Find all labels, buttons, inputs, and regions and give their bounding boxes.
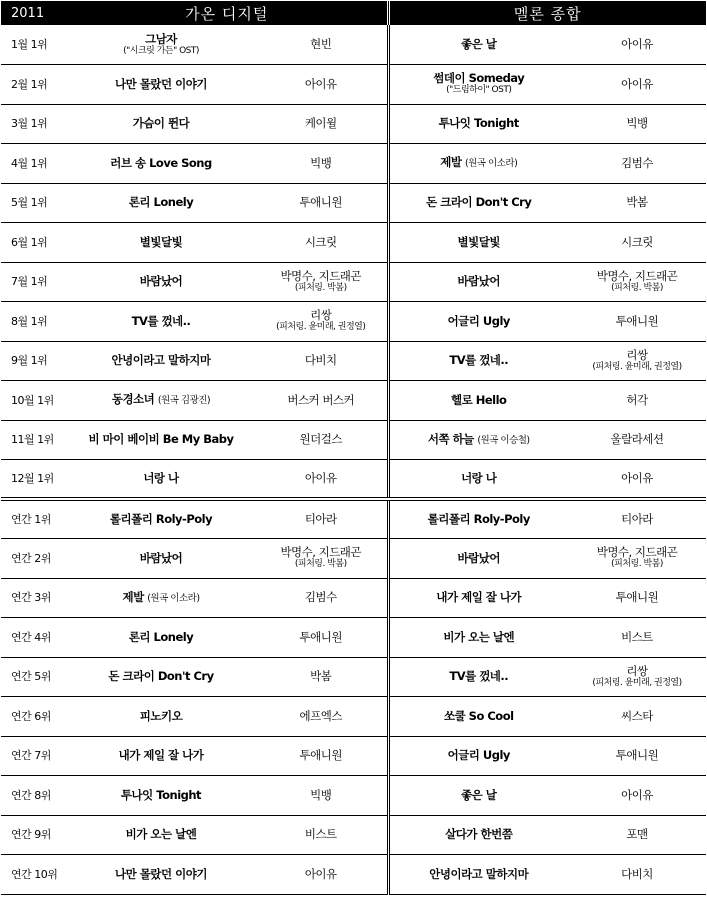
gaon-artist-cell [255,144,388,184]
gaon-artist-name: 투애니원 [299,748,342,763]
melon-artist-cell [568,144,706,184]
gaon-artist-cell [255,736,388,776]
melon-artist-cell [568,815,706,855]
gaon-artist-name: 빅뱅 [310,155,332,170]
gaon-artist-cell [255,302,388,342]
gaon-artist-cell [255,499,388,539]
gaon-song-cell [67,499,255,539]
gaon-artist-cell [255,420,388,460]
year-header: 2011 [1,1,67,25]
gaon-song-cell [67,65,255,105]
melon-artist-name: 박명수, 지드래곤 [596,545,678,560]
gaon-song-title: 바람났어 [139,550,183,565]
melon-song-subtitle: ("드림하이" OST) [446,85,512,96]
gaon-song-title: 동경소녀 [111,392,155,407]
melon-artist-name: 티아라 [621,512,653,526]
chart-table [1,1,706,895]
monthly-row [1,262,706,302]
melon-header: 멜론 종합 [388,1,706,25]
gaon-artist-featuring: (피처링. 박봄) [294,282,347,293]
melon-song-cell [388,144,568,184]
yearly-row [1,855,706,895]
melon-song-title: 서쪽 하늘 [427,431,474,446]
yearly-row [1,499,706,539]
melon-artist-cell [568,104,706,144]
gaon-song-cell [67,578,255,618]
gaon-artist-featuring: (피처링. 윤미래, 권정열) [276,322,366,333]
melon-song-title: 썸데이 Someday [433,71,525,86]
melon-song-title: 어글리 Ugly [447,748,510,763]
melon-artist-name: 다비치 [621,866,653,881]
gaon-artist-name: 리쌍 [310,308,332,323]
monthly-row [1,420,706,460]
gaon-header: 가온 디지털 [67,1,388,25]
melon-song-cell [388,776,568,816]
melon-artist-cell [568,697,706,737]
melon-artist-cell [568,223,706,263]
rank-cell: 연간 9위 [1,815,67,855]
rank-cell: 10월 1위 [1,381,67,421]
gaon-song-title: 론리 Lonely [128,629,194,644]
gaon-artist-cell [255,815,388,855]
yearly-row [1,657,706,697]
gaon-song-cell [67,539,255,579]
monthly-row [1,302,706,342]
melon-artist-featuring: (피처링. 박봄) [611,559,663,570]
melon-artist-cell [568,855,706,895]
gaon-song-cell [67,341,255,381]
melon-song-original-credit: (원곡 이승철) [477,434,530,446]
gaon-artist-name: 빅뱅 [310,787,332,802]
monthly-row [1,65,706,105]
melon-artist-name: 시크릿 [621,234,653,249]
melon-song-title: TV를 껐네.. [449,353,509,368]
melon-artist-name: 박봄 [626,195,648,210]
melon-artist-name: 씨스타 [621,708,653,723]
gaon-song-title: 가슴이 뛴다 [132,116,190,131]
monthly-row [1,341,706,381]
gaon-artist-name: 원더걸스 [299,432,342,447]
gaon-song-title: 비 마이 베이비 Be My Baby [88,432,234,447]
melon-artist-cell [568,420,706,460]
rank-cell: 8월 1위 [1,302,67,342]
gaon-song-title: 너랑 나 [143,471,179,485]
melon-song-cell [388,104,568,144]
melon-artist-name: 김범수 [621,155,653,170]
gaon-song-title: 투나잇 Tonight [120,787,202,802]
gaon-song-title: 내가 제일 잘 나가 [118,748,204,763]
melon-song-cell [388,223,568,263]
melon-song-cell [388,183,568,223]
melon-artist-cell [568,65,706,105]
melon-song-title: 내가 제일 잘 나가 [436,590,522,605]
melon-song-cell [388,697,568,737]
rank-cell: 1월 1위 [1,25,67,65]
melon-artist-cell [568,302,706,342]
gaon-artist-cell [255,697,388,737]
yearly-row [1,618,706,658]
melon-artist-name: 투애니원 [615,748,659,763]
gaon-artist-name: 투애니원 [299,195,342,210]
gaon-song-title: 롤리폴리 Roly-Poly [109,512,213,526]
melon-artist-name: 박명수, 지드래곤 [596,268,678,283]
gaon-song-original-credit: (원곡 이소라) [147,592,200,604]
monthly-row [1,183,706,223]
gaon-song-title: 피노키오 [139,708,183,723]
monthly-row [1,104,706,144]
gaon-artist-cell [255,65,388,105]
melon-artist-name: 아이유 [621,471,653,485]
melon-artist-name: 투애니원 [615,313,659,328]
melon-artist-cell [568,618,706,658]
melon-song-cell [388,539,568,579]
gaon-artist-cell [255,618,388,658]
rank-cell: 9월 1위 [1,341,67,381]
gaon-song-cell [67,144,255,184]
melon-artist-name: 포맨 [626,827,648,842]
melon-artist-cell [568,657,706,697]
gaon-song-title: 제발 [122,589,144,604]
gaon-artist-name: 버스커 버스커 [287,392,355,407]
melon-artist-name: 빅뱅 [626,116,648,131]
gaon-song-title: 비가 오는 날엔 [125,827,197,842]
melon-song-cell [388,262,568,302]
melon-artist-name: 리쌍 [626,663,648,678]
rank-cell: 연간 10위 [1,855,67,895]
melon-song-title: 제발 [440,155,462,170]
rank-cell: 2월 1위 [1,65,67,105]
melon-song-title: 돈 크라이 Don't Cry [426,195,532,210]
melon-song-title: 살다가 한번쯤 [445,827,513,842]
melon-song-title: 좋은 날 [461,37,497,51]
melon-artist-cell [568,381,706,421]
rank-cell: 5월 1위 [1,183,67,223]
yearly-row [1,578,706,618]
melon-artist-cell [568,25,706,65]
gaon-artist-name: 아이유 [304,76,337,91]
yearly-row [1,539,706,579]
gaon-artist-cell [255,855,388,895]
melon-song-cell [388,499,568,539]
melon-song-title: 바람났어 [457,550,500,565]
rank-cell: 연간 7위 [1,736,67,776]
gaon-artist-cell [255,539,388,579]
melon-song-title: 바람났어 [457,274,500,289]
monthly-row [1,144,706,184]
gaon-artist-cell [255,341,388,381]
yearly-row [1,697,706,737]
melon-artist-name: 리쌍 [626,347,648,362]
melon-song-cell [388,618,568,658]
gaon-song-title: TV를 껐네.. [131,313,191,328]
melon-song-title: 롤리폴리 Roly-Poly [427,512,530,526]
gaon-song-cell [67,223,255,263]
melon-artist-cell [568,578,706,618]
melon-song-title: 안녕이라고 말하지마 [429,866,529,881]
melon-artist-cell [568,499,706,539]
gaon-artist-cell [255,104,388,144]
gaon-song-title: 별빛달빛 [139,234,183,249]
melon-song-cell [388,302,568,342]
melon-artist-featuring: (피처링. 윤미래, 권정열) [592,677,682,688]
gaon-song-cell [67,381,255,421]
gaon-artist-cell [255,262,388,302]
gaon-song-title: 바람났어 [139,274,183,289]
rank-cell: 연간 8위 [1,776,67,816]
melon-song-cell [388,736,568,776]
gaon-artist-name: 에프엑스 [299,708,342,723]
gaon-song-cell [67,855,255,895]
melon-song-title: 비가 오는 날엔 [443,629,515,644]
gaon-artist-name: 케이윌 [304,116,337,131]
gaon-artist-featuring: (피처링. 박봄) [294,559,347,570]
melon-song-title: 쏘쿨 So Cool [443,708,514,723]
gaon-song-title: 러브 송 Love Song [110,155,212,170]
melon-song-title: 헬로 Hello [451,392,507,407]
gaon-song-cell [67,697,255,737]
melon-artist-name: 아이유 [621,787,653,802]
melon-artist-featuring: (피처링. 윤미래, 권정열) [592,361,682,372]
melon-song-title: 좋은 날 [461,787,497,802]
melon-artist-cell [568,776,706,816]
gaon-artist-name: 박명수, 지드래곤 [280,545,362,560]
gaon-artist-name: 티아라 [304,512,337,526]
table-header [1,1,706,25]
gaon-song-cell [67,183,255,223]
gaon-artist-name: 박명수, 지드래곤 [280,268,362,283]
gaon-artist-name: 투애니원 [299,629,342,644]
rank-cell: 4월 1위 [1,144,67,184]
melon-artist-cell [568,736,706,776]
gaon-song-cell [67,302,255,342]
gaon-artist-cell [255,223,388,263]
gaon-song-cell [67,25,255,65]
melon-artist-name: 비스트 [621,629,653,644]
gaon-song-title: 그남자 [145,31,177,46]
rank-cell: 연간 6위 [1,697,67,737]
melon-artist-cell [568,183,706,223]
gaon-artist-cell [255,776,388,816]
gaon-artist-name: 아이유 [304,866,337,881]
monthly-row [1,25,706,65]
monthly-row [1,381,706,421]
melon-artist-cell [568,341,706,381]
gaon-song-cell [67,420,255,460]
gaon-artist-name: 현빈 [310,37,332,51]
rank-cell: 6월 1위 [1,223,67,263]
gaon-song-cell [67,262,255,302]
rank-cell: 연간 5위 [1,657,67,697]
chart-table-container [1,1,706,904]
table-body [1,25,706,894]
rank-cell: 3월 1위 [1,104,67,144]
melon-song-cell [388,65,568,105]
rank-cell: 7월 1위 [1,262,67,302]
melon-song-cell [388,420,568,460]
melon-song-cell [388,460,568,500]
melon-song-title: TV를 껐네.. [449,669,509,684]
melon-artist-cell [568,460,706,500]
gaon-song-cell [67,618,255,658]
gaon-artist-name: 박봄 [310,669,332,684]
rank-cell: 12월 1위 [1,460,67,500]
melon-song-cell [388,25,568,65]
gaon-song-cell [67,776,255,816]
gaon-artist-cell [255,381,388,421]
melon-song-cell [388,657,568,697]
gaon-song-cell [67,815,255,855]
gaon-artist-cell [255,25,388,65]
rank-cell: 연간 1위 [1,499,67,539]
melon-artist-name: 울랄라세션 [610,432,664,447]
gaon-song-title: 론리 Lonely [128,195,194,210]
melon-song-cell [388,578,568,618]
gaon-artist-cell [255,460,388,500]
gaon-song-cell [67,736,255,776]
gaon-song-title: 나만 몰랐던 이야기 [115,76,207,91]
melon-artist-cell [568,262,706,302]
rank-cell: 연간 3위 [1,578,67,618]
gaon-song-subtitle: ("시크릿 가든" OST) [123,45,199,56]
melon-artist-featuring: (피처링. 박봄) [611,282,663,293]
melon-song-title: 너랑 나 [461,471,497,485]
melon-artist-name: 아이유 [621,37,653,51]
gaon-song-cell [67,104,255,144]
gaon-song-title: 나만 몰랐던 이야기 [115,866,207,881]
melon-artist-cell [568,539,706,579]
melon-song-original-credit: (원곡 이소라) [464,158,518,170]
melon-song-cell [388,855,568,895]
yearly-row [1,736,706,776]
gaon-song-cell [67,460,255,500]
gaon-song-title: 안녕이라고 말하지마 [111,353,211,368]
gaon-artist-cell [255,183,388,223]
melon-song-cell [388,381,568,421]
melon-song-title: 별빛달빛 [457,234,500,249]
monthly-row [1,223,706,263]
rank-cell: 11월 1위 [1,420,67,460]
melon-artist-name: 투애니원 [615,590,659,605]
gaon-artist-name: 비스트 [304,827,337,842]
melon-song-cell [388,815,568,855]
yearly-row [1,815,706,855]
gaon-song-cell [67,657,255,697]
melon-song-cell [388,341,568,381]
monthly-row [1,460,706,500]
melon-song-title: 어글리 Ugly [447,313,510,328]
melon-artist-name: 아이유 [621,76,653,91]
rank-cell: 연간 2위 [1,539,67,579]
gaon-artist-name: 김범수 [304,590,337,605]
rank-cell: 연간 4위 [1,618,67,658]
gaon-artist-name: 다비치 [304,353,337,368]
gaon-artist-name: 시크릿 [304,234,337,249]
gaon-song-title: 돈 크라이 Don't Cry [108,669,214,684]
yearly-row [1,776,706,816]
gaon-song-original-credit: (원곡 김광진) [157,395,211,407]
gaon-artist-cell [255,578,388,618]
melon-artist-name: 허각 [626,392,648,407]
gaon-artist-cell [255,657,388,697]
gaon-artist-name: 아이유 [304,471,337,485]
melon-song-title: 투나잇 Tonight [438,116,519,131]
